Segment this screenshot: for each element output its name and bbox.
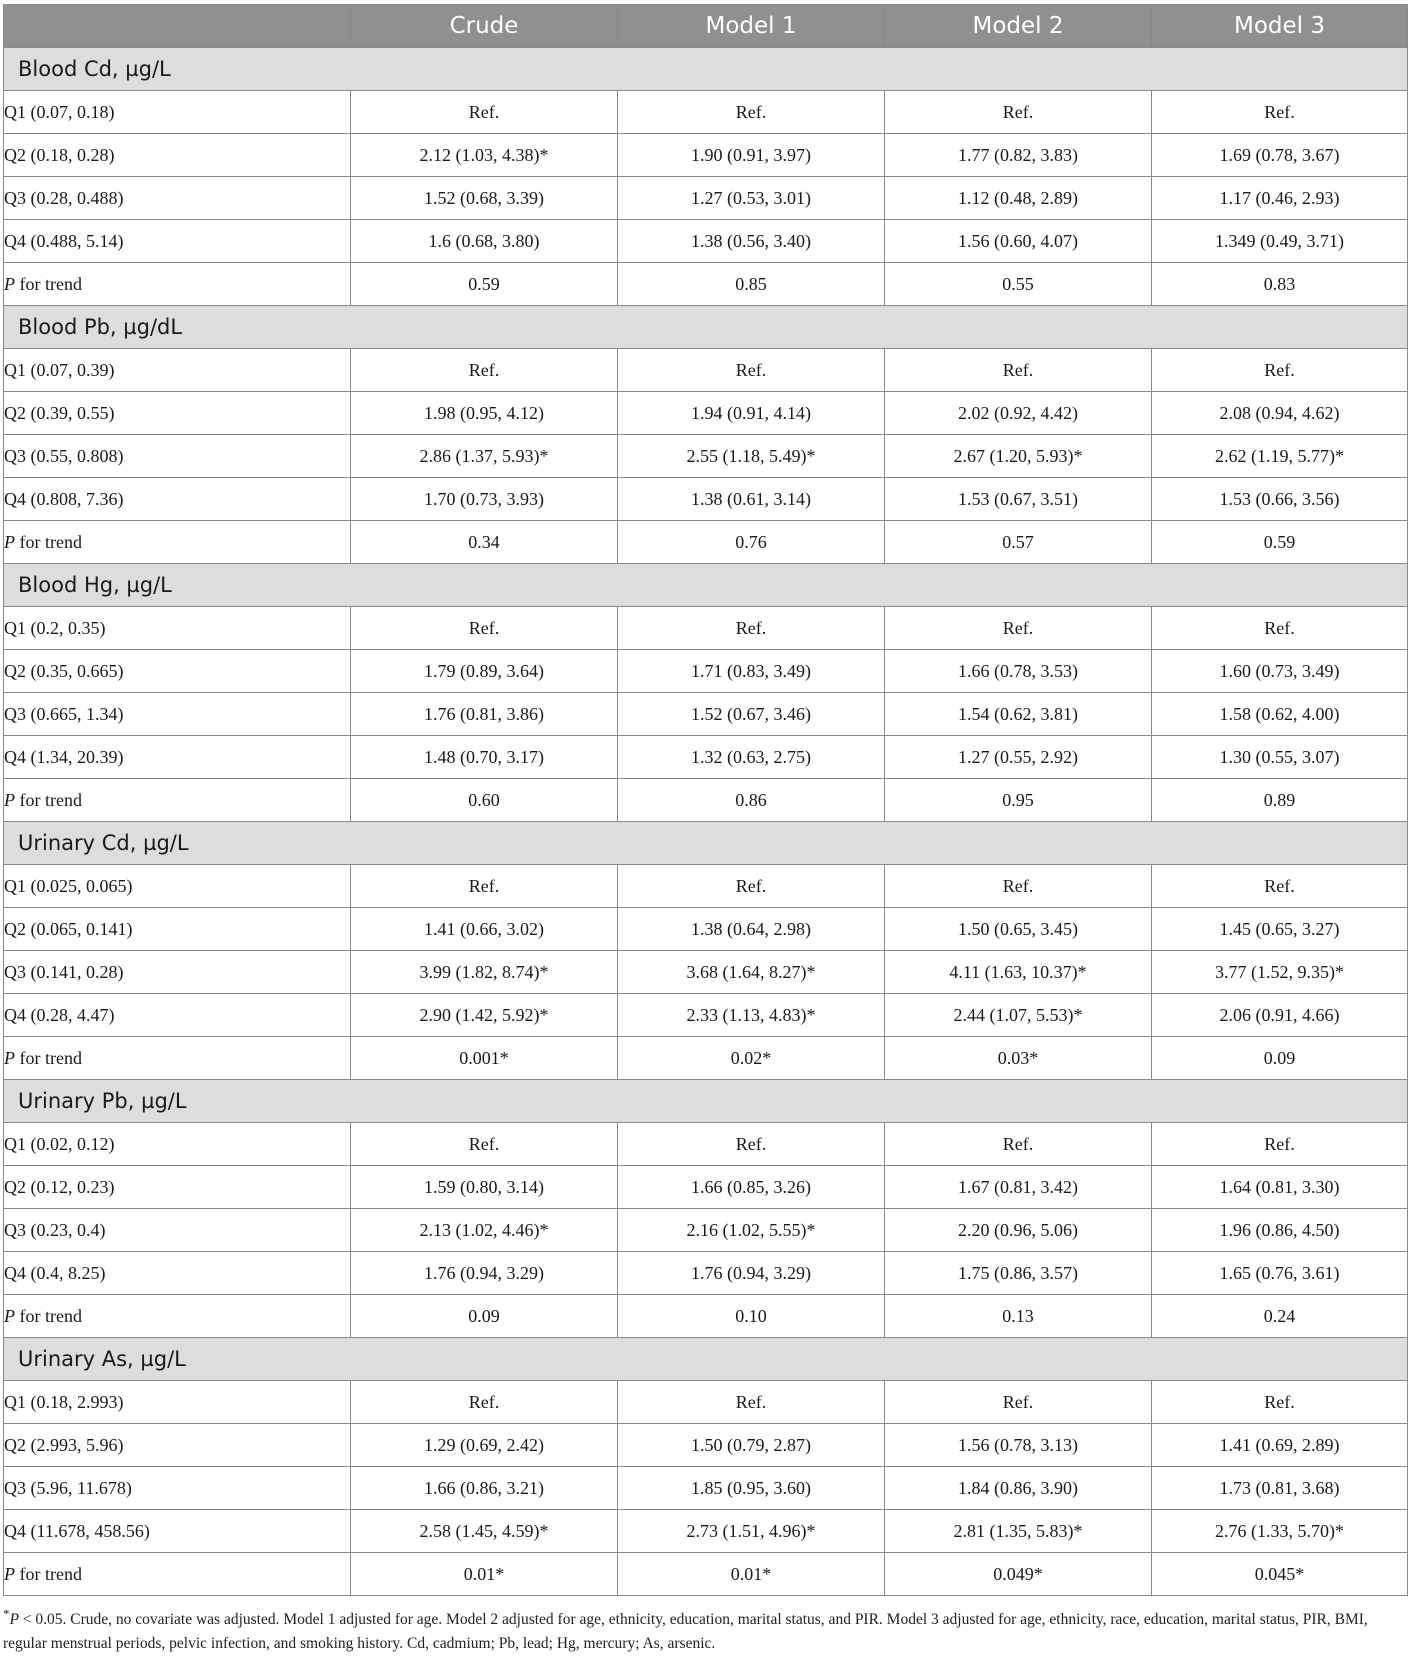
trend-row bbox=[4, 263, 1408, 306]
row-label: Q2 (0.12, 0.23) bbox=[4, 1166, 351, 1209]
value-cell: 2.67 (1.20, 5.93)* bbox=[885, 435, 1152, 478]
table-row bbox=[4, 994, 1408, 1037]
header-cell-label bbox=[4, 5, 351, 48]
value-cell: 1.38 (0.56, 3.40) bbox=[618, 220, 885, 263]
row-label: Q4 (0.488, 5.14) bbox=[4, 220, 351, 263]
table-row bbox=[4, 951, 1408, 994]
value-cell: 1.76 (0.94, 3.29) bbox=[351, 1252, 618, 1295]
row-label: Q3 (0.23, 0.4) bbox=[4, 1209, 351, 1252]
value-cell: 1.6 (0.68, 3.80) bbox=[351, 220, 618, 263]
value-cell: 0.85 bbox=[618, 263, 885, 306]
value-cell: 1.69 (0.78, 3.67) bbox=[1152, 134, 1408, 177]
row-label: Q4 (1.34, 20.39) bbox=[4, 736, 351, 779]
value-cell: 1.66 (0.78, 3.53) bbox=[885, 650, 1152, 693]
value-cell: 2.86 (1.37, 5.93)* bbox=[351, 435, 618, 478]
value-cell: 0.76 bbox=[618, 521, 885, 564]
value-cell: 1.50 (0.79, 2.87) bbox=[618, 1424, 885, 1467]
value-cell: Ref. bbox=[1152, 349, 1408, 392]
value-cell: 0.09 bbox=[1152, 1037, 1408, 1080]
value-cell: 0.01* bbox=[351, 1553, 618, 1596]
value-cell: 0.24 bbox=[1152, 1295, 1408, 1338]
value-cell: 1.66 (0.85, 3.26) bbox=[618, 1166, 885, 1209]
value-cell: Ref. bbox=[1152, 865, 1408, 908]
value-cell: Ref. bbox=[351, 1381, 618, 1424]
table-footnote bbox=[3, 1602, 1407, 1656]
value-cell: Ref. bbox=[618, 349, 885, 392]
value-cell: 1.12 (0.48, 2.89) bbox=[885, 177, 1152, 220]
value-cell: 0.045* bbox=[1152, 1553, 1408, 1596]
value-cell: 3.99 (1.82, 8.74)* bbox=[351, 951, 618, 994]
row-label: Q1 (0.07, 0.39) bbox=[4, 349, 351, 392]
value-cell: 0.10 bbox=[618, 1295, 885, 1338]
table-row bbox=[4, 349, 1408, 392]
value-cell: 1.54 (0.62, 3.81) bbox=[885, 693, 1152, 736]
trend-row bbox=[4, 779, 1408, 822]
value-cell: 0.13 bbox=[885, 1295, 1152, 1338]
table-row bbox=[4, 1166, 1408, 1209]
row-label: Q4 (0.4, 8.25) bbox=[4, 1252, 351, 1295]
value-cell: 2.81 (1.35, 5.83)* bbox=[885, 1510, 1152, 1553]
trend-row bbox=[4, 1037, 1408, 1080]
table-row bbox=[4, 650, 1408, 693]
value-cell: Ref. bbox=[618, 91, 885, 134]
header-cell-model-2: Model 2 bbox=[885, 5, 1152, 48]
table-row bbox=[4, 908, 1408, 951]
trend-row bbox=[4, 521, 1408, 564]
row-label: Q3 (0.665, 1.34) bbox=[4, 693, 351, 736]
section-row bbox=[4, 1338, 1408, 1381]
value-cell: 1.17 (0.46, 2.93) bbox=[1152, 177, 1408, 220]
value-cell: 2.55 (1.18, 5.49)* bbox=[618, 435, 885, 478]
value-cell: Ref. bbox=[1152, 607, 1408, 650]
row-label: P for trend bbox=[4, 1037, 351, 1080]
row-label: Q3 (0.141, 0.28) bbox=[4, 951, 351, 994]
trend-row bbox=[4, 1553, 1408, 1596]
value-cell: 1.53 (0.67, 3.51) bbox=[885, 478, 1152, 521]
row-label: Q2 (0.35, 0.665) bbox=[4, 650, 351, 693]
table-row bbox=[4, 392, 1408, 435]
value-cell: 2.58 (1.45, 4.59)* bbox=[351, 1510, 618, 1553]
table-row bbox=[4, 1510, 1408, 1553]
value-cell: 1.98 (0.95, 4.12) bbox=[351, 392, 618, 435]
trend-row bbox=[4, 1295, 1408, 1338]
header-cell-model-3: Model 3 bbox=[1152, 5, 1408, 48]
results-table bbox=[3, 4, 1408, 1596]
value-cell: 2.12 (1.03, 4.38)* bbox=[351, 134, 618, 177]
value-cell: Ref. bbox=[885, 1123, 1152, 1166]
row-label: Q2 (0.18, 0.28) bbox=[4, 134, 351, 177]
value-cell: 0.86 bbox=[618, 779, 885, 822]
table-row bbox=[4, 693, 1408, 736]
value-cell: 1.41 (0.66, 3.02) bbox=[351, 908, 618, 951]
value-cell: Ref. bbox=[885, 1381, 1152, 1424]
value-cell: 1.30 (0.55, 3.07) bbox=[1152, 736, 1408, 779]
value-cell: 1.50 (0.65, 3.45) bbox=[885, 908, 1152, 951]
footnote-p: P bbox=[9, 1611, 19, 1629]
value-cell: Ref. bbox=[885, 349, 1152, 392]
row-label: P for trend bbox=[4, 1295, 351, 1338]
value-cell: Ref. bbox=[351, 865, 618, 908]
table-body bbox=[4, 48, 1408, 1596]
value-cell: 1.67 (0.81, 3.42) bbox=[885, 1166, 1152, 1209]
value-cell: 1.85 (0.95, 3.60) bbox=[618, 1467, 885, 1510]
table-row bbox=[4, 1467, 1408, 1510]
value-cell: 1.76 (0.94, 3.29) bbox=[618, 1252, 885, 1295]
value-cell: 1.75 (0.86, 3.57) bbox=[885, 1252, 1152, 1295]
section-row bbox=[4, 1080, 1408, 1123]
table-row bbox=[4, 91, 1408, 134]
table-row bbox=[4, 1209, 1408, 1252]
section-title: Blood Pb, µg/dL bbox=[4, 306, 1408, 349]
table-row bbox=[4, 1123, 1408, 1166]
row-label: P for trend bbox=[4, 1553, 351, 1596]
value-cell: 1.66 (0.86, 3.21) bbox=[351, 1467, 618, 1510]
value-cell: Ref. bbox=[1152, 1381, 1408, 1424]
value-cell: 2.20 (0.96, 5.06) bbox=[885, 1209, 1152, 1252]
table-row bbox=[4, 435, 1408, 478]
value-cell: Ref. bbox=[351, 349, 618, 392]
value-cell: 1.27 (0.55, 2.92) bbox=[885, 736, 1152, 779]
value-cell: 0.60 bbox=[351, 779, 618, 822]
value-cell: 0.01* bbox=[618, 1553, 885, 1596]
table-row bbox=[4, 865, 1408, 908]
value-cell: 0.02* bbox=[618, 1037, 885, 1080]
value-cell: 2.33 (1.13, 4.83)* bbox=[618, 994, 885, 1037]
section-row bbox=[4, 822, 1408, 865]
row-label: Q3 (0.28, 0.488) bbox=[4, 177, 351, 220]
row-label: Q1 (0.025, 0.065) bbox=[4, 865, 351, 908]
row-label: Q3 (5.96, 11.678) bbox=[4, 1467, 351, 1510]
value-cell: 1.38 (0.64, 2.98) bbox=[618, 908, 885, 951]
value-cell: Ref. bbox=[885, 865, 1152, 908]
value-cell: 1.65 (0.76, 3.61) bbox=[1152, 1252, 1408, 1295]
table-row bbox=[4, 607, 1408, 650]
row-label: Q4 (0.28, 4.47) bbox=[4, 994, 351, 1037]
value-cell: 0.83 bbox=[1152, 263, 1408, 306]
table-row bbox=[4, 1424, 1408, 1467]
section-row bbox=[4, 306, 1408, 349]
value-cell: 1.41 (0.69, 2.89) bbox=[1152, 1424, 1408, 1467]
value-cell: Ref. bbox=[1152, 1123, 1408, 1166]
value-cell: 1.27 (0.53, 3.01) bbox=[618, 177, 885, 220]
table-row bbox=[4, 177, 1408, 220]
value-cell: 1.76 (0.81, 3.86) bbox=[351, 693, 618, 736]
value-cell: 1.59 (0.80, 3.14) bbox=[351, 1166, 618, 1209]
value-cell: 0.049* bbox=[885, 1553, 1152, 1596]
table-header bbox=[4, 5, 1408, 48]
document bbox=[3, 4, 1407, 1656]
value-cell: 1.79 (0.89, 3.64) bbox=[351, 650, 618, 693]
value-cell: 2.16 (1.02, 5.55)* bbox=[618, 1209, 885, 1252]
value-cell: 1.45 (0.65, 3.27) bbox=[1152, 908, 1408, 951]
value-cell: 1.56 (0.60, 4.07) bbox=[885, 220, 1152, 263]
value-cell: 0.59 bbox=[1152, 521, 1408, 564]
value-cell: 1.70 (0.73, 3.93) bbox=[351, 478, 618, 521]
value-cell: 1.64 (0.81, 3.30) bbox=[1152, 1166, 1408, 1209]
value-cell: 0.001* bbox=[351, 1037, 618, 1080]
value-cell: 0.09 bbox=[351, 1295, 618, 1338]
section-title: Blood Cd, µg/L bbox=[4, 48, 1408, 91]
value-cell: 1.71 (0.83, 3.49) bbox=[618, 650, 885, 693]
section-title: Urinary Cd, µg/L bbox=[4, 822, 1408, 865]
value-cell: 2.73 (1.51, 4.96)* bbox=[618, 1510, 885, 1553]
value-cell: 2.02 (0.92, 4.42) bbox=[885, 392, 1152, 435]
value-cell: Ref. bbox=[618, 607, 885, 650]
value-cell: Ref. bbox=[1152, 91, 1408, 134]
value-cell: Ref. bbox=[885, 91, 1152, 134]
value-cell: 4.11 (1.63, 10.37)* bbox=[885, 951, 1152, 994]
value-cell: 1.52 (0.67, 3.46) bbox=[618, 693, 885, 736]
value-cell: 0.55 bbox=[885, 263, 1152, 306]
value-cell: Ref. bbox=[618, 865, 885, 908]
value-cell: 0.34 bbox=[351, 521, 618, 564]
value-cell: 0.57 bbox=[885, 521, 1152, 564]
value-cell: 2.62 (1.19, 5.77)* bbox=[1152, 435, 1408, 478]
table-row bbox=[4, 134, 1408, 177]
header-cell-crude: Crude bbox=[351, 5, 618, 48]
value-cell: Ref. bbox=[351, 607, 618, 650]
value-cell: 1.77 (0.82, 3.83) bbox=[885, 134, 1152, 177]
row-label: Q2 (2.993, 5.96) bbox=[4, 1424, 351, 1467]
section-title: Urinary Pb, µg/L bbox=[4, 1080, 1408, 1123]
value-cell: Ref. bbox=[618, 1123, 885, 1166]
value-cell: 2.13 (1.02, 4.46)* bbox=[351, 1209, 618, 1252]
value-cell: 1.84 (0.86, 3.90) bbox=[885, 1467, 1152, 1510]
table-row bbox=[4, 736, 1408, 779]
table-row bbox=[4, 478, 1408, 521]
row-label: P for trend bbox=[4, 521, 351, 564]
value-cell: 1.32 (0.63, 2.75) bbox=[618, 736, 885, 779]
value-cell: Ref. bbox=[351, 1123, 618, 1166]
row-label: Q2 (0.39, 0.55) bbox=[4, 392, 351, 435]
value-cell: 2.76 (1.33, 5.70)* bbox=[1152, 1510, 1408, 1553]
value-cell: 0.89 bbox=[1152, 779, 1408, 822]
value-cell: 1.60 (0.73, 3.49) bbox=[1152, 650, 1408, 693]
value-cell: 2.44 (1.07, 5.53)* bbox=[885, 994, 1152, 1037]
value-cell: 1.58 (0.62, 4.00) bbox=[1152, 693, 1408, 736]
value-cell: 1.94 (0.91, 4.14) bbox=[618, 392, 885, 435]
row-label: Q4 (11.678, 458.56) bbox=[4, 1510, 351, 1553]
section-title: Blood Hg, µg/L bbox=[4, 564, 1408, 607]
value-cell: 2.90 (1.42, 5.92)* bbox=[351, 994, 618, 1037]
value-cell: 2.06 (0.91, 4.66) bbox=[1152, 994, 1408, 1037]
row-label: P for trend bbox=[4, 263, 351, 306]
value-cell: Ref. bbox=[885, 607, 1152, 650]
value-cell: 1.96 (0.86, 4.50) bbox=[1152, 1209, 1408, 1252]
value-cell: 1.53 (0.66, 3.56) bbox=[1152, 478, 1408, 521]
row-label: Q3 (0.55, 0.808) bbox=[4, 435, 351, 478]
row-label: Q4 (0.808, 7.36) bbox=[4, 478, 351, 521]
value-cell: 0.95 bbox=[885, 779, 1152, 822]
value-cell: 1.52 (0.68, 3.39) bbox=[351, 177, 618, 220]
value-cell: 1.56 (0.78, 3.13) bbox=[885, 1424, 1152, 1467]
value-cell: 0.03* bbox=[885, 1037, 1152, 1080]
row-label: Q1 (0.07, 0.18) bbox=[4, 91, 351, 134]
row-label: P for trend bbox=[4, 779, 351, 822]
table-row bbox=[4, 220, 1408, 263]
table-row bbox=[4, 1381, 1408, 1424]
row-label: Q2 (0.065, 0.141) bbox=[4, 908, 351, 951]
row-label: Q1 (0.18, 2.993) bbox=[4, 1381, 351, 1424]
value-cell: 3.68 (1.64, 8.27)* bbox=[618, 951, 885, 994]
value-cell: 1.73 (0.81, 3.68) bbox=[1152, 1467, 1408, 1510]
table-row bbox=[4, 1252, 1408, 1295]
value-cell: 1.38 (0.61, 3.14) bbox=[618, 478, 885, 521]
value-cell: 1.29 (0.69, 2.42) bbox=[351, 1424, 618, 1467]
row-label: Q1 (0.02, 0.12) bbox=[4, 1123, 351, 1166]
value-cell: 2.08 (0.94, 4.62) bbox=[1152, 392, 1408, 435]
value-cell: Ref. bbox=[618, 1381, 885, 1424]
section-title: Urinary As, µg/L bbox=[4, 1338, 1408, 1381]
section-row bbox=[4, 564, 1408, 607]
footnote-text: < 0.05. Crude, no covariate was adjusted. Model 1 adjusted for age. Model 2 adjusted for age, ethnicity, education, marital status, and PIR. Model 3 adjusted for age, ethnicity, race, education, marital status, PIR, BMI, regular menstrual periods, pelvic infection, and smoking history. Cd, cadmium; Pb, lead; Hg, mercury; As, arsenic. bbox=[3, 1611, 1368, 1653]
value-cell: 1.90 (0.91, 3.97) bbox=[618, 134, 885, 177]
value-cell: 1.48 (0.70, 3.17) bbox=[351, 736, 618, 779]
footnote-star: * bbox=[3, 1606, 10, 1621]
header-cell-model-1: Model 1 bbox=[618, 5, 885, 48]
section-row bbox=[4, 48, 1408, 91]
value-cell: 3.77 (1.52, 9.35)* bbox=[1152, 951, 1408, 994]
row-label: Q1 (0.2, 0.35) bbox=[4, 607, 351, 650]
value-cell: Ref. bbox=[351, 91, 618, 134]
value-cell: 1.349 (0.49, 3.71) bbox=[1152, 220, 1408, 263]
value-cell: 0.59 bbox=[351, 263, 618, 306]
